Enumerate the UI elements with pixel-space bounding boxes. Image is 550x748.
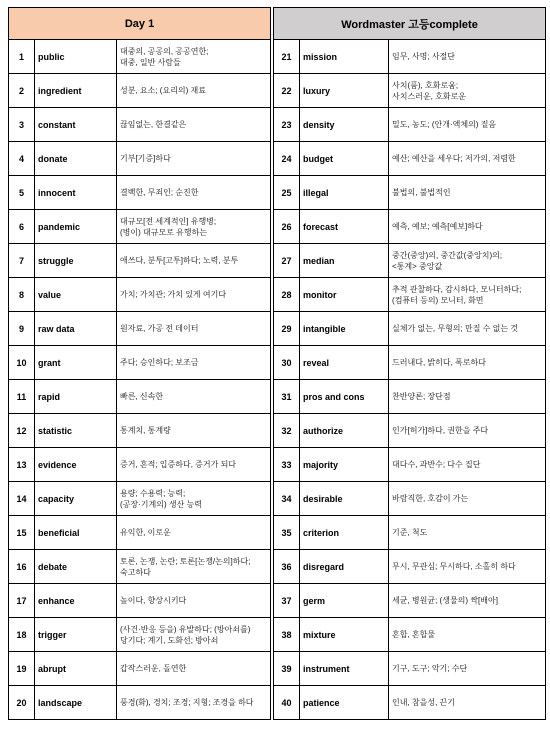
word-number: 34	[274, 482, 300, 516]
korean-meaning: 불법의, 불법적인	[389, 176, 546, 210]
english-word: pandemic	[35, 210, 117, 244]
korean-meaning: 통계치, 통계량	[117, 414, 271, 448]
word-number: 28	[274, 278, 300, 312]
english-word: mission	[300, 40, 389, 74]
english-word: grant	[35, 346, 117, 380]
word-number: 36	[274, 550, 300, 584]
korean-meaning: 무시, 무관심; 무시하다, 소홀히 하다	[389, 550, 546, 584]
korean-meaning: 혼합, 혼합물	[389, 618, 546, 652]
korean-meaning: 기준, 척도	[389, 516, 546, 550]
korean-meaning: 사치(품), 호화로움; 사치스러운, 호화로운	[389, 74, 546, 108]
korean-meaning: 추적 관찰하다, 감시하다, 모니터하다; (컴퓨터 등의) 모니터, 화면	[389, 278, 546, 312]
korean-meaning: 실체가 없는, 무형의; 만질 수 없는 것	[389, 312, 546, 346]
korean-meaning: 빠른, 신속한	[117, 380, 271, 414]
korean-meaning: 애쓰다, 분투[고투]하다; 노력, 분투	[117, 244, 271, 278]
vocab-row	[9, 312, 546, 346]
english-word: forecast	[300, 210, 389, 244]
korean-meaning: (사건·반응 등을) 유발하다; (방아쇠를) 당기다; 계기, 도화선; 방아쇠	[117, 618, 271, 652]
vocab-row	[9, 448, 546, 482]
vocab-row	[9, 652, 546, 686]
word-number: 10	[9, 346, 35, 380]
word-number: 11	[9, 380, 35, 414]
english-word: criterion	[300, 516, 389, 550]
english-word: reveal	[300, 346, 389, 380]
english-word: illegal	[300, 176, 389, 210]
word-number: 9	[9, 312, 35, 346]
word-number: 37	[274, 584, 300, 618]
word-number: 38	[274, 618, 300, 652]
english-word: mixture	[300, 618, 389, 652]
korean-meaning: 밀도, 농도; (안개·액체의) 짙음	[389, 108, 546, 142]
word-number: 25	[274, 176, 300, 210]
korean-meaning: 대다수, 과반수; 다수 집단	[389, 448, 546, 482]
word-number: 39	[274, 652, 300, 686]
english-word: donate	[35, 142, 117, 176]
word-number: 2	[9, 74, 35, 108]
word-number: 5	[9, 176, 35, 210]
english-word: debate	[35, 550, 117, 584]
word-number: 27	[274, 244, 300, 278]
english-word: instrument	[300, 652, 389, 686]
vocabulary-sheet	[8, 7, 545, 720]
korean-meaning: 예측, 예보; 예측[예보]하다	[389, 210, 546, 244]
korean-meaning: 갑작스러운, 돌연한	[117, 652, 271, 686]
korean-meaning: 기부[기증]하다	[117, 142, 271, 176]
word-number: 30	[274, 346, 300, 380]
word-number: 16	[9, 550, 35, 584]
word-number: 17	[9, 584, 35, 618]
korean-meaning: 찬반양론; 장단점	[389, 380, 546, 414]
word-number: 13	[9, 448, 35, 482]
korean-meaning: 중간(중앙)의, 중간값(중앙치)의; <통계> 중앙값	[389, 244, 546, 278]
korean-meaning: 대규모[전 세계적인] 유행병; (병이) 대규모로 유행하는	[117, 210, 271, 244]
vocab-row	[9, 346, 546, 380]
korean-meaning: 대중의, 공공의, 공공연한; 대중, 일반 사람들	[117, 40, 271, 74]
word-number: 32	[274, 414, 300, 448]
english-word: capacity	[35, 482, 117, 516]
word-number: 14	[9, 482, 35, 516]
english-word: median	[300, 244, 389, 278]
vocab-row	[9, 414, 546, 448]
english-word: authorize	[300, 414, 389, 448]
english-word: evidence	[35, 448, 117, 482]
vocab-row	[9, 176, 546, 210]
korean-meaning: 높이다, 향상시키다	[117, 584, 271, 618]
korean-meaning: 유익한, 이로운	[117, 516, 271, 550]
english-word: statistic	[35, 414, 117, 448]
word-number: 40	[274, 686, 300, 720]
english-word: public	[35, 40, 117, 74]
word-number: 4	[9, 142, 35, 176]
korean-meaning: 주다; 승인하다; 보조금	[117, 346, 271, 380]
english-word: value	[35, 278, 117, 312]
english-word: ingredient	[35, 74, 117, 108]
english-word: intangible	[300, 312, 389, 346]
korean-meaning: 성분, 요소; (요리의) 재료	[117, 74, 271, 108]
korean-meaning: 가치; 가치관; 가치 있게 여기다	[117, 278, 271, 312]
word-number: 35	[274, 516, 300, 550]
vocab-row	[9, 618, 546, 652]
vocab-row	[9, 482, 546, 516]
vocab-row	[9, 142, 546, 176]
vocab-row	[9, 516, 546, 550]
word-number: 24	[274, 142, 300, 176]
english-word: trigger	[35, 618, 117, 652]
word-number: 26	[274, 210, 300, 244]
korean-meaning: 끊임없는, 한결같은	[117, 108, 271, 142]
korean-meaning: 세균, 병원균; (생물의) 싹[배아]	[389, 584, 546, 618]
day-header: Day 1	[9, 8, 271, 40]
word-number: 6	[9, 210, 35, 244]
korean-meaning: 임무, 사명; 사절단	[389, 40, 546, 74]
english-word: constant	[35, 108, 117, 142]
vocab-row	[9, 210, 546, 244]
korean-meaning: 증거, 흔적; 입증하다, 증거가 되다	[117, 448, 271, 482]
vocab-row	[9, 244, 546, 278]
korean-meaning: 예산; 예산을 세우다; 저가의, 저렴한	[389, 142, 546, 176]
english-word: germ	[300, 584, 389, 618]
korean-meaning: 드러내다, 밝히다, 폭로하다	[389, 346, 546, 380]
english-word: budget	[300, 142, 389, 176]
word-number: 1	[9, 40, 35, 74]
english-word: innocent	[35, 176, 117, 210]
vocab-row	[9, 380, 546, 414]
book-title-header: Wordmaster 고등complete	[274, 8, 546, 40]
english-word: rapid	[35, 380, 117, 414]
vocab-row	[9, 686, 546, 720]
vocab-row	[9, 40, 546, 74]
korean-meaning: 결백한, 무죄인; 순진한	[117, 176, 271, 210]
english-word: luxury	[300, 74, 389, 108]
english-word: landscape	[35, 686, 117, 720]
english-word: majority	[300, 448, 389, 482]
vocab-row	[9, 108, 546, 142]
word-number: 15	[9, 516, 35, 550]
english-word: beneficial	[35, 516, 117, 550]
english-word: abrupt	[35, 652, 117, 686]
vocab-row	[9, 278, 546, 312]
vocab-row	[9, 74, 546, 108]
korean-meaning: 원자료, 가공 전 데이터	[117, 312, 271, 346]
word-number: 20	[9, 686, 35, 720]
korean-meaning: 용량; 수용력; 능력; (공장·기계의) 생산 능력	[117, 482, 271, 516]
korean-meaning: 인내, 참을성, 끈기	[389, 686, 546, 720]
word-number: 29	[274, 312, 300, 346]
vocab-row	[9, 584, 546, 618]
english-word: density	[300, 108, 389, 142]
word-number: 18	[9, 618, 35, 652]
korean-meaning: 인가[허가]하다, 권한을 주다	[389, 414, 546, 448]
vocabulary-table	[8, 7, 546, 720]
word-number: 33	[274, 448, 300, 482]
word-number: 8	[9, 278, 35, 312]
english-word: pros and cons	[300, 380, 389, 414]
vocab-row	[9, 550, 546, 584]
word-number: 7	[9, 244, 35, 278]
word-number: 21	[274, 40, 300, 74]
korean-meaning: 풍경(화), 경치; 조경; 지형; 조경을 하다	[117, 686, 271, 720]
word-number: 3	[9, 108, 35, 142]
korean-meaning: 기구, 도구; 악기; 수단	[389, 652, 546, 686]
word-number: 22	[274, 74, 300, 108]
korean-meaning: 토론, 논쟁, 논란; 토론[논쟁/논의]하다; 숙고하다	[117, 550, 271, 584]
english-word: enhance	[35, 584, 117, 618]
english-word: patience	[300, 686, 389, 720]
english-word: raw data	[35, 312, 117, 346]
word-number: 19	[9, 652, 35, 686]
english-word: struggle	[35, 244, 117, 278]
word-number: 12	[9, 414, 35, 448]
word-number: 23	[274, 108, 300, 142]
english-word: desirable	[300, 482, 389, 516]
english-word: monitor	[300, 278, 389, 312]
english-word: disregard	[300, 550, 389, 584]
korean-meaning: 바람직한, 호감이 가는	[389, 482, 546, 516]
word-number: 31	[274, 380, 300, 414]
